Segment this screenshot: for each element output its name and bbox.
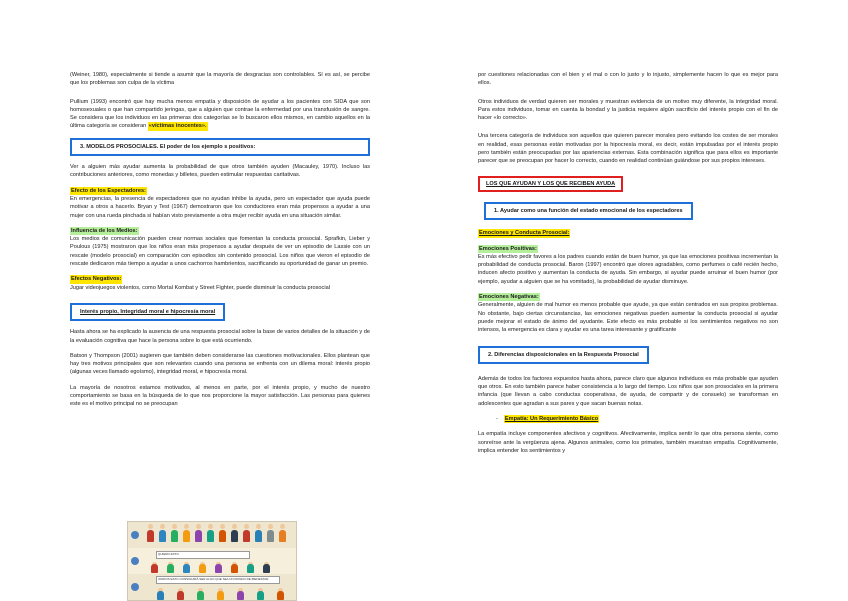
speech-bubble: UNIDOS ESTO CONSIGUIRÁ SER ALGO QUE SEA UN MUNDO DE BIENESTAR: [156, 576, 280, 584]
subheading-efecto-espectadores: [70, 187, 370, 195]
speech-bubble: QUIERO ESTO: [156, 551, 250, 559]
bullet-empatia: [496, 415, 778, 423]
subheading-label: Empatía: Un Requerimiento Básico: [504, 416, 599, 423]
right-column: [478, 71, 778, 462]
cartoon-illustration: [127, 521, 297, 601]
section-heading-self-interest: [70, 303, 225, 321]
cartoon-panel: [128, 548, 296, 574]
subheading-label: Emociones Negativas:: [479, 294, 539, 301]
paragraph: La mayoría de nosotros estamos motivados, al menos en parte, por el interés propio, y mucho de nuestro comportamiento se basa en la búsqueda de lo que nos proporcione la mayor satisfacción. Las personas para quienes este es el motivo principal no se preocupan: [70, 384, 370, 408]
subheading-label: Emociones Positivas:: [479, 245, 537, 252]
subheading-label: Emociones y Conducta Prosocial:: [479, 230, 570, 237]
cartoon-panel: [128, 522, 296, 548]
left-column: [70, 71, 370, 416]
paragraph: Batson y Thompson (2001) sugieren que también deben considerarse las cuestiones motivacionales. Ellos plantean que hay tres motivos principales que son relevantes cuando una persona se enfrenta con un dilema moral: interés propio (algunas veces llamado egoísmo), integridad moral, e hipocresía moral.: [70, 352, 370, 376]
subheading-label: Influencia de los Medios:: [71, 227, 138, 234]
highlighted-term: «víctimas inocentes».: [148, 123, 207, 130]
paragraph: Jugar videojuegos violentos, como Mortal Kombat y Street Fighter, puede disminuir la conducta prosocial: [70, 284, 330, 291]
subheading-emociones-positivas: [478, 245, 778, 253]
paragraph: Es más efectivo pedir favores a los padres cuando están de buen humor, ya que las emociones positivas incrementan la probabilidad de conducta prosocial. Baron (1997) encontró que olores agradables, como perfumes o café recién hecho, inducen afecto positivo y aumentan la conducta de ayuda. Sin embargo, si ayudar puede arruinar el buen humor (por ejemplo, ayudar a alguien que se ha vomitado), la probabilidad de ayudar disminuye.: [478, 253, 778, 285]
paragraph: Hasta ahora se ha explicado la ausencia de una respuesta prosocial sobre la base de varios detalles de la situación y de la evaluación cognitiva que hace la persona sobre lo que está ocurriendo.: [70, 329, 370, 344]
subsection-heading-emotional-state: 1. Ayudar como una función del estado emocional de los espectadores: [484, 202, 693, 220]
un-logo-icon: [131, 583, 139, 591]
section-heading-wrapper: [478, 176, 778, 198]
paragraph: Generalmente, alguien de mal humor es menos probable que ayude, ya que están centrados en sus propios problemas. No obstante, bajo ciertas circunstancias, las emociones negativas pueden aumentar la conducta prosocial si ayudar puede mejorar el estado de ánimo del ayudante. Este efecto es más probable si los sentimientos negativos no son intensos, la emergencia es clara y ayudar es una tarea interesante y gratificante: [478, 302, 778, 334]
subsection-heading-dispositional: 2. Diferencias disposicionales en la Respuesta Prosocial: [478, 346, 649, 364]
paragraph: Ver a alguien más ayudar aumenta la probabilidad de que otros también ayuden (Macauley, 1970). Incluso las contribuciones anteriores, como monedas y billetes, pueden estimular respuestas caritativas.: [70, 164, 370, 179]
section-heading-prosocial-models: 3. MODELOS PROSOCIALES. El poder de los ejemplo s positivos:: [70, 138, 370, 156]
un-logo-icon: [131, 531, 139, 539]
paragraph: (Weiner, 1980), especialmente si tiende a asumir que la mayoría de desgracias son controlables. Sí es así, se percibe que los problemas son culpa de la víctima: [70, 72, 370, 87]
subheading-label: Efecto de los Espectadores:: [71, 187, 146, 194]
subheading-influencia-medios: [70, 227, 370, 235]
subheading-emociones-conducta: [478, 229, 778, 237]
paragraph: Otros individuos de verdad quieren ser morales y muestran evidencia de un motivo muy diferente, la integridad moral. Para estos individuos, tomar en cuenta la bondad y la justicia requiere algún sacrificio del interés propio con el fin de hacer «lo correcto».: [478, 98, 778, 122]
paragraph: Una tercera categoría de individuos son aquellos que quieren parecer morales pero evitando los costes de ser morales en realidad, esas personas están motivadas por la hipocresía moral, es decir, están impulsadas por el interés propio pero también están preocupadas por las apariencias externas. Esta combinación significa que para ellos es importante parecer que se preocupan por hacer lo correcto, cuando en realidad continúan guiándose por sus propios intereses.: [478, 133, 778, 165]
subheading-efectos-negativos: [70, 275, 370, 283]
paragraph: La empatía incluye componentes afectivos y cognitivos. Afectivamente, implica sentir lo que otra persona siente, como sonreírse ante la vergüenza ajena. Algunos animales, como los primates, también muestran empatía. Cognitivamente, implica entender los sentimientos y: [478, 431, 778, 454]
section-heading-helpers: LOS QUE AYUDAN Y LOS QUE RECIBEN AYUDA: [478, 176, 623, 192]
paragraph: por cuestiones relacionadas con el bien y el mal o con lo justo y lo injusto, simplemente hacen lo que es mejor para ellos.: [478, 72, 778, 87]
paragraph: [70, 98, 370, 131]
paragraph-text: Pullium (1993) encontró que hay mucha menos empatía y disposición de ayudar a los pacientes con SIDA que son homosexuales o que han compartido jeringas, que a alguien que contrae la enfermedad por una transfusión de sangre. Se considera que los individuos en las primeras dos categorías se lo buscaron ellos mismos, en cambio aquellos en la última categoría se consideran: [70, 98, 370, 130]
cartoon-panel: [128, 574, 296, 600]
subheading-label: Efectos Negativos:: [71, 276, 122, 283]
subheading-emociones-negativas: [478, 293, 778, 301]
bullet-dash: -: [496, 416, 498, 423]
paragraph: Los medios de comunicación pueden crear normas sociales que fomentan la conducta prosocial. Sprafkin, Lieber y Poulous (1975) mostraron que los niños eran más propensos a ayudar después de ver un episodio de Lassie con un rescate (modelo prosocial) en comparación con episodios sin contenido prosocial. Los niños que vieron el episodio de rescate dedicaron más tiempo a ayudar a unos cachorros hambrientos, sacrificando su oportunidad de ganar un premio.: [70, 236, 370, 268]
paragraph: Además de todos los factores expuestos hasta ahora, parece claro que algunos individuos es más probable que ayuden que otros. En esto también parece haber consistencia a lo largo del tiempo. Los niños que son prosociales en la primera infancia (que llevan a cabo conductas cooperativas, de ayuda, de compartir y de consuelo) se transforman en adolescentes que agradan a sus pares y que sacan buenas notas.: [478, 375, 778, 407]
un-logo-icon: [131, 557, 139, 565]
paragraph: En emergencias, la presencia de espectadores que no ayudan inhibe la ayuda, pero un espectador que ayuda puede motivar a otros a hacerlo. Bryan y Test (1967) demostraron que los conductores eran más propensos a ayudar a una mujer con una rueda pinchada si habían visto previamente a otra mujer recibir ayuda en una situación similar.: [70, 195, 370, 219]
heading-label: Interés propio, Integridad moral e hipocresía moral: [80, 308, 216, 315]
